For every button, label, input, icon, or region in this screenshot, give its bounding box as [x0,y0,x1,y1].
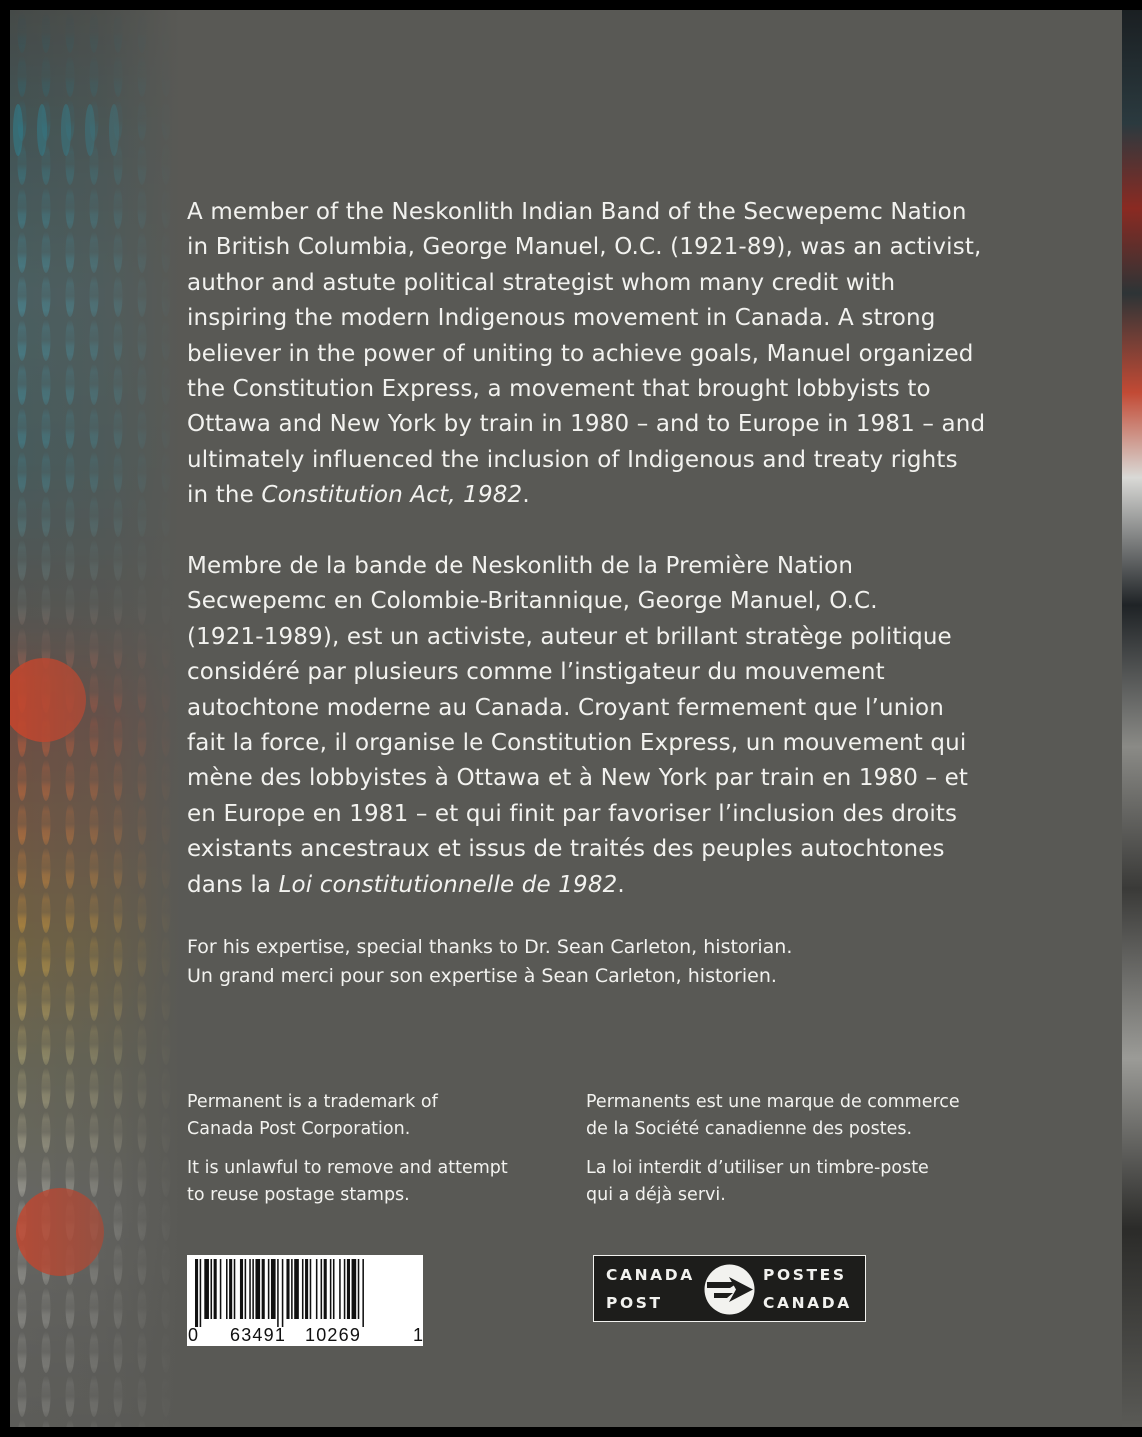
french-line: mène des lobbyistes à Ottawa et à New York par train en 1980 – et [187,765,969,792]
logo-text-postes: POSTES [763,1266,847,1284]
barcode-bar [282,1259,284,1327]
decorative-artwork-strip [10,10,180,1427]
french-line: existants ancestraux et issus de traités des peuples autochtones [187,836,945,863]
unlawful-notice-french [586,1155,976,1209]
barcode-bar [330,1259,332,1319]
barcode-bar [240,1259,243,1319]
stamp-booklet-back-cover [10,10,1122,1427]
barcode-bar [362,1259,364,1327]
acknowledgement-english: For his expertise, special thanks to Dr. Sean Carleton, historian. [187,936,793,958]
trademark-line: de la Société canadienne des postes. [586,1119,913,1139]
french-line: fait la force, il organise le Constitution Express, un mouvement qui [187,730,967,757]
trademark-line: Permanent is a trademark of [187,1092,438,1112]
barcode-bar [344,1259,346,1319]
barcode-bar [316,1259,318,1319]
barcode-bar [255,1259,260,1319]
barcode-bar [271,1259,276,1319]
barcode-bar [294,1259,299,1319]
barcode-bar [226,1259,228,1319]
barcode-right-digits: 10269 [305,1325,362,1345]
english-line: in British Columbia, George Manuel, O.C. (1921-89), was an activist, [187,234,982,261]
barcode-bar [252,1259,254,1319]
french-line: Membre de la bande de Neskonlith de la Première Nation [187,553,854,579]
barcode-bars [187,1255,423,1327]
english-line: believer in the power of uniting to achieve goals, Manuel organized [187,340,974,367]
legal-notice-english [187,1089,577,1209]
trademark-notice-english [187,1089,577,1143]
upc-barcode [187,1255,423,1346]
canada-post-emblem-icon [703,1263,756,1316]
french-line: considéré par plusieurs comme l’instigateur du mouvement [187,659,885,686]
english-last-line-suffix: . [522,482,530,509]
french-last-line-suffix: . [617,871,625,898]
barcode-bar [324,1259,327,1319]
logo-text-canada-fr: CANADA [763,1294,852,1312]
english-last-line-prefix: in the [187,482,262,509]
decorative-artwork-svg [10,10,180,1427]
barcode-bar [268,1259,270,1319]
barcode-bar [333,1259,335,1319]
barcode-bar [195,1259,198,1327]
barcode-bar [214,1259,217,1319]
barcode-bar [302,1259,304,1319]
canada-post-logo [593,1255,866,1322]
barcode-bar [234,1259,236,1319]
barcode-bar [249,1259,251,1319]
logo-text-post: POST [606,1294,663,1312]
trademark-line: Permanents est une marque de commerce [586,1092,960,1112]
barcode-bar [321,1259,323,1319]
english-line: Ottawa and New York by train in 1980 – and to Europe in 1981 – and [187,411,986,438]
barcode-bar [229,1259,232,1319]
barcode-bar [352,1259,357,1319]
unlawful-notice-english [187,1155,577,1209]
unlawful-line: qui a déjà servi. [586,1185,726,1205]
barcode-bar [204,1259,209,1319]
acknowledgement [187,933,792,991]
barcode-digits [187,1325,423,1345]
barcode-left-digits: 63491 [230,1325,287,1345]
french-line: en Europe en 1981 – et qui finit par favoriser l’inclusion des droits [187,800,958,827]
trademark-notice-french [586,1089,976,1143]
barcode-bar [305,1259,308,1319]
barcode-bar [310,1259,312,1319]
french-last-line-prefix: dans la [187,871,279,898]
barcode-bar [347,1259,350,1319]
french-act-title: Loi constitutionnelle de 1982 [278,871,618,898]
barcode-bar [277,1259,279,1327]
english-line: A member of the Neskonlith Indian Band of the Secwepemc Nation [187,199,967,225]
acknowledgement-french: Un grand merci pour son expertise à Sean Carleton, historien. [187,965,777,987]
english-biography-paragraph [187,195,1017,514]
barcode-bar [358,1259,360,1319]
french-line: (1921-1989), est un activiste, auteur et brillant stratège politique [187,623,952,650]
english-line: author and astute political strategist whom many credit with [187,269,896,296]
french-biography-paragraph [187,549,1017,903]
unlawful-line: It is unlawful to remove and attempt [187,1158,508,1178]
english-line: inspiring the modern Indigenous movement in Canada. A strong [187,305,936,332]
english-line: the Constitution Express, a movement that brought lobbyists to [187,376,931,403]
barcode-lead-digit: 0 [188,1325,199,1345]
adjacent-photo-strip [1122,10,1142,1427]
logo-text-canada-en: CANADA [606,1266,695,1284]
barcode-bar [211,1259,213,1319]
legal-notice-french [586,1089,976,1209]
barcode-bar [245,1259,247,1319]
barcode-bar [262,1259,265,1319]
french-line: autochtone moderne au Canada. Croyant fermement que l’union [187,694,944,721]
unlawful-line: to reuse postage stamps. [187,1185,410,1205]
barcode-bar [220,1259,222,1319]
trademark-line: Canada Post Corporation. [187,1119,411,1139]
english-line: ultimately influenced the inclusion of Indigenous and treaty rights [187,446,958,473]
barcode-bar [286,1259,289,1319]
barcode-bar [339,1259,341,1319]
english-act-title: Constitution Act, 1982 [261,482,523,509]
barcode-bar [200,1259,202,1327]
barcode-trail-digit: 1 [413,1325,424,1345]
barcode-bar [291,1259,293,1319]
unlawful-line: La loi interdit d’utiliser un timbre-poste [586,1158,929,1178]
french-line: Secwepemc en Colombie-Britannique, George Manuel, O.C. [187,588,878,615]
